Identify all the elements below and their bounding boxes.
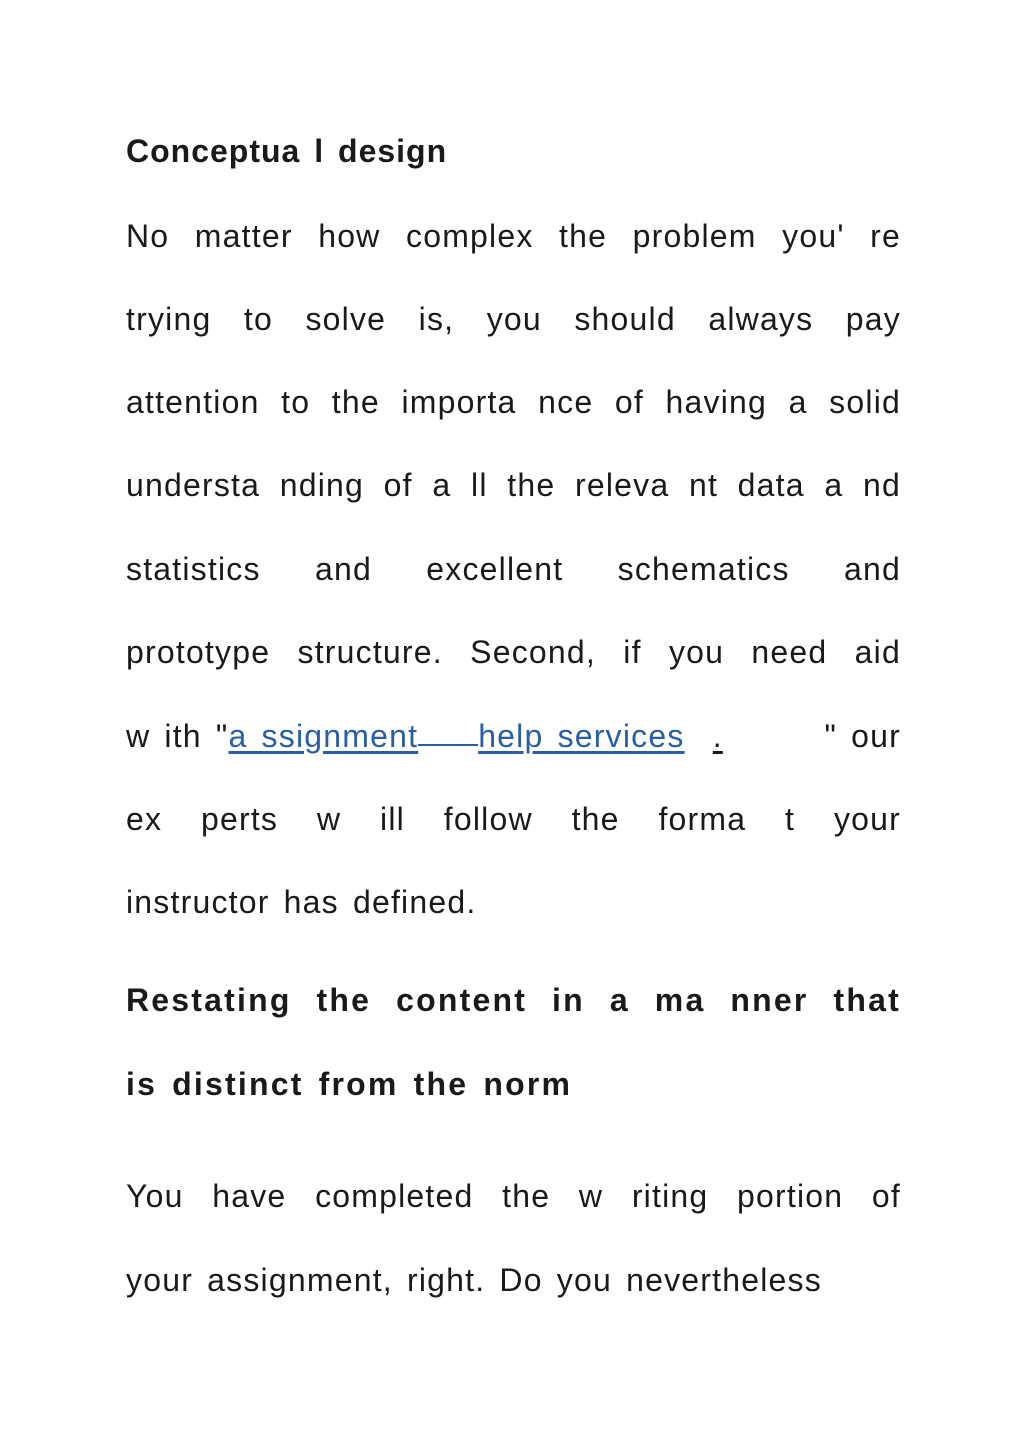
section-heading-restating-line-1: Restating the content in a ma nner that xyxy=(126,982,901,1018)
link-dot: . xyxy=(712,718,723,754)
paragraph-line-link xyxy=(126,716,901,756)
assignment-help-services-link[interactable] xyxy=(228,718,684,754)
paragraph-line-3: attention to the importa nce of having a solid xyxy=(126,384,901,420)
section-heading-restating-line-2: is distinct from the norm xyxy=(126,1066,573,1102)
paragraph2-line-2: your assignment, right. Do you nevertheless xyxy=(126,1262,822,1298)
section-heading-conceptual-design: Conceptua l design xyxy=(126,133,448,169)
link-line-prefix: w ith " xyxy=(126,718,229,754)
link-text-part1: a ssignment xyxy=(228,718,419,754)
paragraph-line-6: prototype structure. Second, if you need aid xyxy=(126,634,901,670)
paragraph-line-9: instructor has defined. xyxy=(126,884,477,920)
paragraph-line-8: ex perts w ill follow the forma t your xyxy=(126,801,901,837)
paragraph-line-4: understa nding of a ll the releva nt data a nd xyxy=(126,467,901,503)
paragraph-line-5: statistics and excellent schematics and xyxy=(126,551,901,587)
paragraph2-line-1: You have completed the w riting portion of xyxy=(126,1178,901,1214)
link-text-part2: help services xyxy=(478,718,685,754)
link-gap xyxy=(418,716,478,746)
link-line-suffix: " our xyxy=(824,718,901,754)
paragraph-line-1: No matter how complex the problem you' re xyxy=(126,218,901,254)
paragraph-line-2: trying to solve is, you should always pay xyxy=(126,301,901,337)
